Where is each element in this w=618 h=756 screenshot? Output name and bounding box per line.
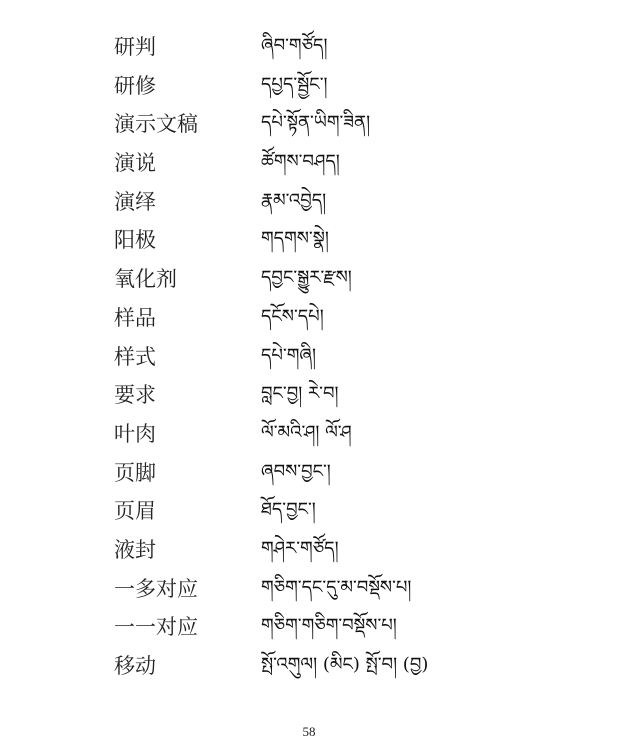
tibetan-translation: རྣམ་འབྱེད། — [261, 189, 327, 211]
chinese-term: 页眉 — [114, 499, 156, 524]
glossary-entry — [0, 338, 618, 377]
page-number: 58 — [302, 724, 316, 739]
tibetan-translation: དཔེ་སྟོན་ཡིག་ཟིན། — [261, 112, 371, 134]
chinese-term: 液封 — [114, 537, 156, 562]
tibetan-translation: སྤོ་འགུལ། (མིང) སྤོ་བ། (བྱ) — [261, 654, 429, 675]
tibetan-translation: ཐོད་བྱང་། — [261, 499, 316, 521]
glossary-entry — [0, 647, 618, 686]
chinese-term: 演绎 — [114, 189, 156, 214]
glossary-entry — [0, 260, 618, 299]
chinese-term: 一多对应 — [114, 576, 198, 601]
glossary-entry — [0, 570, 618, 609]
glossary-entry — [0, 454, 618, 493]
glossary-entry — [0, 28, 618, 67]
chinese-term: 叶肉 — [114, 421, 156, 446]
chinese-term: 要求 — [114, 383, 156, 408]
tibetan-translation: གཤེར་གཙོད། — [261, 537, 339, 559]
chinese-term: 演说 — [114, 151, 156, 176]
tibetan-translation: ཚོགས་བཤད། — [261, 151, 340, 173]
tibetan-translation: གདགས་སྣེ། — [261, 228, 329, 250]
glossary-entry — [0, 221, 618, 260]
glossary-entry — [0, 183, 618, 222]
chinese-term: 氧化剂 — [114, 267, 177, 292]
tibetan-translation: ཞབས་བྱང་། — [261, 460, 331, 482]
glossary-entry — [0, 415, 618, 454]
glossary-entry — [0, 492, 618, 531]
tibetan-translation: དབྱང་སྒྱུར་རྫས། — [261, 267, 352, 289]
glossary-entry — [0, 376, 618, 415]
glossary-entry — [0, 531, 618, 570]
chinese-term: 研修 — [114, 73, 156, 98]
tibetan-translation: དཔེ་གཞི། — [261, 344, 317, 366]
glossary-entry — [0, 67, 618, 106]
chinese-term: 样品 — [114, 305, 156, 330]
tibetan-translation: ཞིབ་གཙོད། — [261, 35, 328, 56]
chinese-term: 页脚 — [114, 460, 156, 485]
chinese-term: 研判 — [114, 35, 156, 59]
chinese-term: 移动 — [114, 654, 156, 678]
tibetan-translation: ལོ་མའི་ཤ། ལོ་ཤ — [261, 421, 352, 443]
glossary-entry — [0, 105, 618, 144]
tibetan-translation: བླང་བྱ། རེ་བ། — [261, 383, 339, 405]
glossary-entry — [0, 144, 618, 183]
chinese-term: 演示文稿 — [114, 112, 198, 137]
chinese-term: 一一对应 — [114, 615, 198, 640]
glossary-list — [0, 28, 618, 686]
tibetan-translation: གཅིག་དང་དུ་མ་བསྡོས་པ། — [261, 576, 412, 598]
tibetan-translation: དཔྱད་སྦྱོང་། — [261, 73, 328, 95]
chinese-term: 样式 — [114, 344, 156, 369]
tibetan-translation: དངོས་དཔེ། — [261, 305, 324, 327]
tibetan-translation: གཅིག་གཅིག་བསྡོས་པ། — [261, 615, 397, 637]
glossary-entry — [0, 299, 618, 338]
chinese-term: 阳极 — [114, 228, 156, 253]
glossary-entry — [0, 608, 618, 647]
